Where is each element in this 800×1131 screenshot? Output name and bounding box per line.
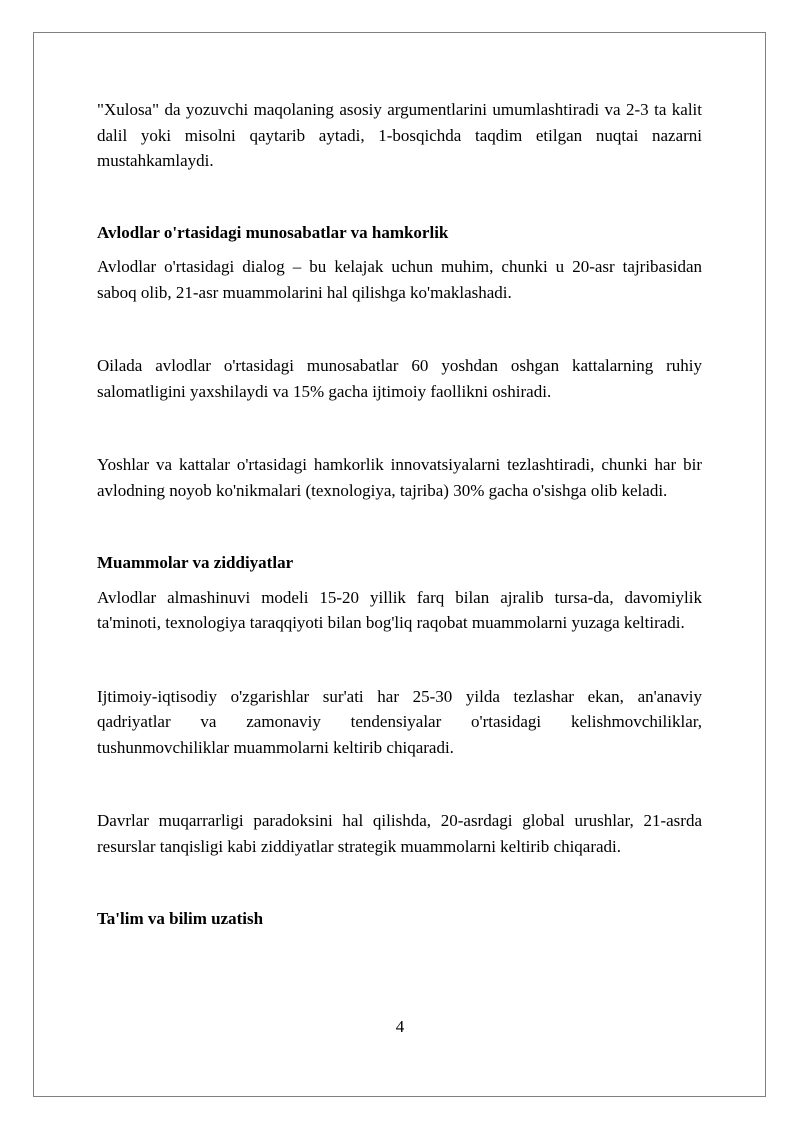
section-heading-problems: Muammolar va ziddiyatlar [97, 553, 294, 572]
paragraph-generation-model: Avlodlar almashinuvi modeli 15-20 yillik farq bilan ajralib tursa-da, davomiylik ta'minoti, texnologiya taraqqiyoti bilan bog'liq raqobat muammolarni yuzaga keltiradi. [97, 587, 702, 632]
page-number: 4 [395, 1017, 405, 1036]
document-body [97, 97, 702, 932]
section-heading-relations: Avlodlar o'rtasidagi munosabatlar va hamkorlik [97, 222, 449, 242]
paragraph-paradox: Davrlar muqarrarligi paradoksini hal qilishda, 20-asrdagi global urushlar, 21-asrda resurslar tanqisligi kabi ziddiyatlar strategik muammolarni keltirib chiqaradi. [97, 811, 702, 856]
paragraph-family: Oilada avlodlar o'rtasidagi munosabatlar 60 yoshdan oshgan kattalarning ruhiy salomatligini yaxshilaydi va 15% gacha ijtimoiy faollikni oshiradi. [97, 356, 702, 401]
paragraph-dialog: Avlodlar o'rtasidagi dialog – bu kelajak uchun muhim, chunki u 20-asr tajribasidan saboq olib, 21-asr muammolarini hal qilishga ko'maklashadi. [97, 257, 702, 302]
intro-paragraph: "Xulosa" da yozuvchi maqolaning asosiy argumentlarini umumlashtiradi va 2-3 ta kalit dalil yoki misolni qaytarib aytadi, 1-bosqichda taqdim etilgan nuqtai nazarni mustahkamlaydi. [97, 100, 702, 170]
paragraph-cooperation: Yoshlar va kattalar o'rtasidagi hamkorlik innovatsiyalarni tezlashtiradi, chunki har bir avlodning noyob ko'nikmalari (texnologiya, tajriba) 30% gacha o'sishga olib keladi. [97, 455, 702, 500]
section-heading-education: Ta'lim va bilim uzatish [97, 909, 264, 928]
paragraph-socioeconomic: Ijtimoiy-iqtisodiy o'zgarishlar sur'ati har 25-30 yilda tezlashar ekan, an'anaviy qadriyatlar va zamonaviy tendensiyalar o'rtasidagi kelishmovchiliklar, tushunmovchiliklar muammolarni keltirib chiqaradi. [97, 686, 702, 757]
